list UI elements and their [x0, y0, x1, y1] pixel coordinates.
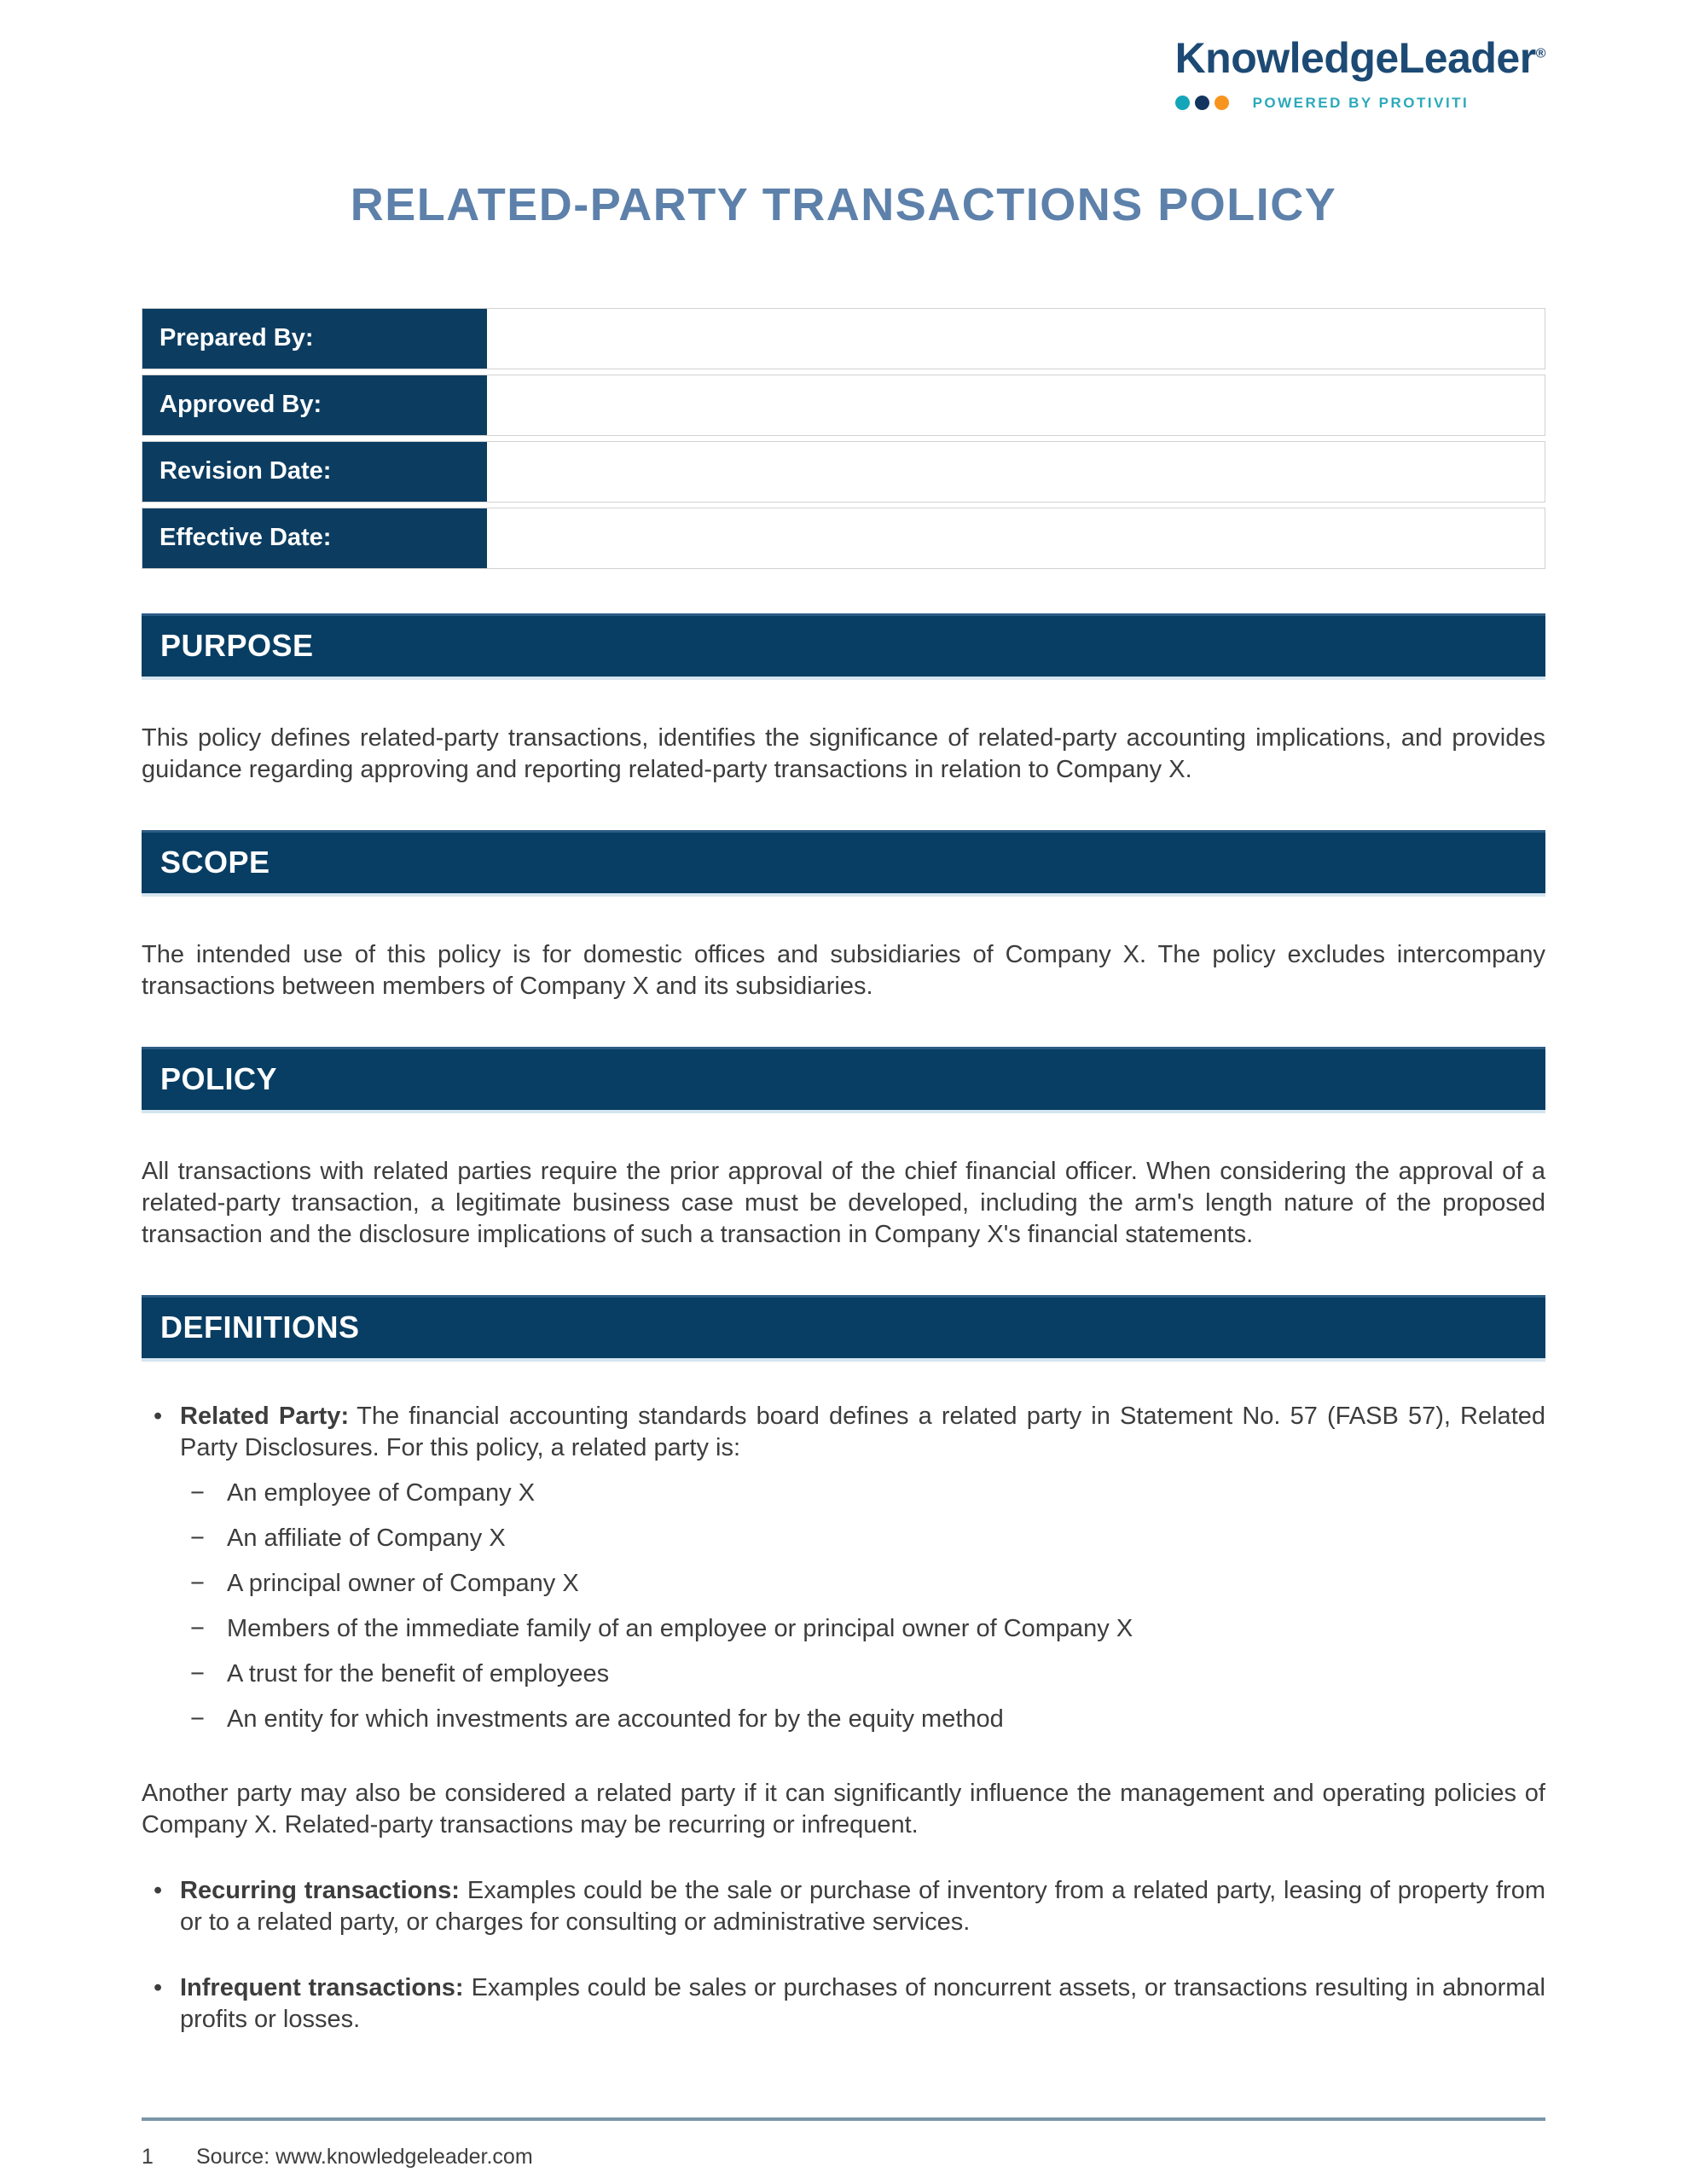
source-text: Source: www.knowledgeleader.com	[196, 2145, 533, 2169]
purpose-heading-label: PURPOSE	[160, 628, 314, 663]
section-heading-purpose	[142, 613, 1545, 680]
list-item-text: An entity for which investments are accounted for by the equity method	[227, 1705, 1004, 1733]
section-heading-policy	[142, 1047, 1545, 1113]
table-row-revision-date	[142, 441, 1545, 502]
brand-wordmark	[1175, 36, 1545, 81]
recurring-transactions-description: Examples could be the sale or purchase of inventory from a related party, leasing of property from or to a related party, or charges for consulting or administrative services.	[180, 1876, 1545, 1936]
revision-date-label: Revision Date:	[142, 442, 487, 502]
list-item-text: A principal owner of Company X	[227, 1569, 579, 1597]
related-party-definition-bullet	[142, 1401, 1545, 1464]
purpose-paragraph: This policy defines related-party transactions, identifies the significance of related-party accounting implications, and provides guidance regarding approving and reporting related-party transactions in relation to Company X.	[142, 723, 1545, 783]
revision-date-value	[487, 442, 1545, 502]
dash-icon: −	[190, 1659, 205, 1687]
recurring-transactions-text	[180, 1875, 1545, 1938]
document-info-table	[142, 308, 1545, 569]
policy-heading-label: POLICY	[160, 1061, 278, 1096]
dash-icon: −	[190, 1569, 205, 1597]
infrequent-transactions-text	[180, 1972, 1545, 2036]
section-heading-scope	[142, 830, 1545, 897]
bullet-icon: •	[154, 1402, 163, 1430]
footer-text-row	[142, 2145, 1545, 2169]
table-row-effective-date	[142, 508, 1545, 569]
list-item-employee	[190, 1478, 1545, 1509]
table-row-prepared-by	[142, 308, 1545, 369]
logo-tagline-row	[1175, 95, 1545, 112]
knowledgeleader-logo	[1175, 36, 1545, 112]
effective-date-label: Effective Date:	[142, 508, 487, 568]
related-party-definition-text	[180, 1401, 1545, 1464]
orange-dot-icon	[1215, 96, 1229, 110]
prepared-by-label: Prepared By:	[142, 309, 487, 369]
infrequent-transactions-term: Infrequent transactions:	[180, 1973, 464, 2001]
approved-by-label: Approved By:	[142, 375, 487, 435]
bullet-icon: •	[154, 1876, 163, 1904]
brand-name: KnowledgeLeader	[1174, 34, 1536, 82]
teal-dot-icon	[1175, 96, 1190, 110]
section-heading-definitions	[142, 1295, 1545, 1362]
registered-trademark-symbol: ®	[1535, 46, 1545, 61]
list-item-text: An employee of Company X	[227, 1478, 536, 1507]
bullet-icon: •	[154, 1973, 163, 2001]
list-item-affiliate	[190, 1523, 1545, 1554]
prepared-by-value	[487, 309, 1545, 369]
scope-paragraph: The intended use of this policy is for domestic offices and subsidiaries of Company X. The policy excludes intercompany transactions between members of Company X and its subsidiaries.	[142, 940, 1545, 1000]
page-footer	[142, 2117, 1545, 2169]
infrequent-transactions-bullet	[142, 1972, 1545, 2036]
related-party-term: Related Party:	[180, 1402, 350, 1430]
recurring-transactions-bullet	[142, 1875, 1545, 1938]
list-item-text: Members of the immediate family of an employee or principal owner of Company X	[227, 1614, 1133, 1642]
header	[142, 0, 1545, 112]
related-party-description: The financial accounting standards board defines a related party in Statement No. 57 (FASB 57), Related Party Disclosures. For this policy, a related party is:	[180, 1402, 1546, 1461]
powered-by-protiviti-tagline: POWERED BY PROTIVITI	[1252, 94, 1470, 111]
page-number: 1	[142, 2145, 154, 2169]
scope-heading-label: SCOPE	[160, 845, 270, 880]
dash-icon: −	[190, 1478, 205, 1507]
list-item-equity-method-entity	[190, 1704, 1545, 1735]
dash-icon: −	[190, 1614, 205, 1642]
approved-by-value	[487, 375, 1545, 435]
list-item-text: A trust for the benefit of employees	[227, 1659, 610, 1687]
table-row-approved-by	[142, 375, 1545, 436]
list-item-principal-owner	[190, 1568, 1545, 1600]
navy-dot-icon	[1195, 96, 1209, 110]
definitions-heading-label: DEFINITIONS	[160, 1310, 360, 1345]
additional-note-paragraph: Another party may also be considered a related party if it can significantly influence the management and operating policies of Company X. Related-party transactions may be recurring or infrequent.	[142, 1779, 1545, 1838]
list-item-immediate-family	[190, 1613, 1545, 1645]
dash-icon: −	[190, 1705, 205, 1733]
effective-date-value	[487, 508, 1545, 568]
policy-paragraph: All transactions with related parties require the prior approval of the chief financial officer. When considering the approval of a related-party transaction, a legitimate business case must be developed, including the arm's length nature of the proposed transaction and the disclosure implications of such a transaction in Company X's financial statements.	[142, 1157, 1545, 1248]
dash-icon: −	[190, 1524, 205, 1552]
page-title: RELATED-PARTY TRANSACTIONS POLICY	[350, 178, 1337, 230]
footer-divider	[142, 2117, 1545, 2121]
list-item-trust	[190, 1658, 1545, 1690]
recurring-transactions-term: Recurring transactions:	[180, 1876, 460, 1904]
list-item-text: An affiliate of Company X	[227, 1524, 506, 1552]
infrequent-transactions-description: Examples could be sales or purchases of noncurrent assets, or transactions resulting in abnormal profits or losses.	[180, 1973, 1545, 2033]
